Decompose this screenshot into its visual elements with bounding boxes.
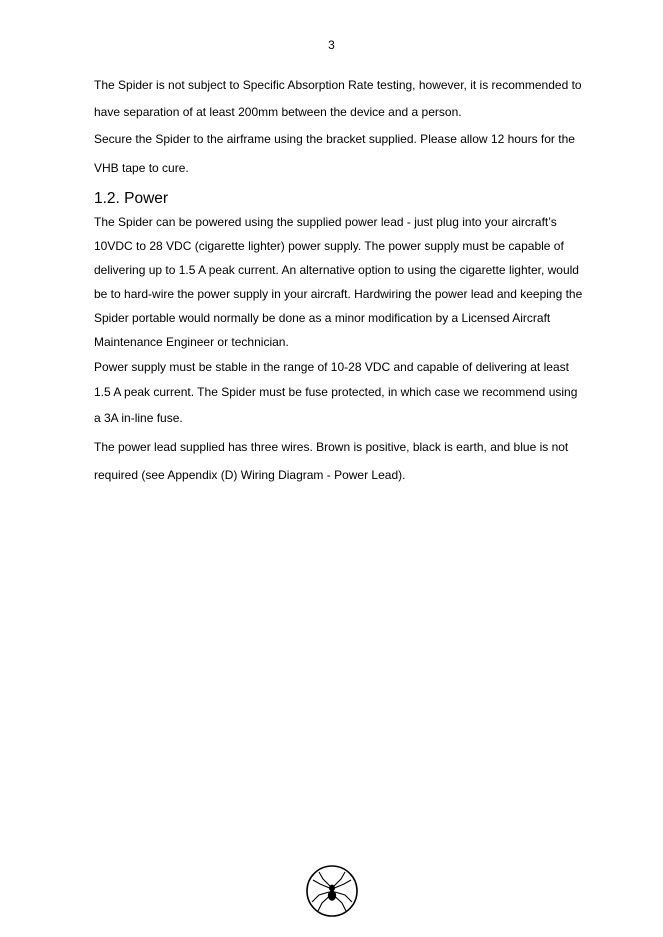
power-paragraph-1 (94, 210, 604, 354)
section-heading-power: 1.2. Power (94, 190, 169, 207)
intro-paragraph-2 (94, 126, 604, 181)
text-line: required (see Appendix (D) Wiring Diagram - Power Lead). (94, 468, 406, 482)
page-number: 3 (328, 38, 335, 52)
text-line: Secure the Spider to the airframe using the bracket supplied. Please allow 12 hours for the (94, 132, 575, 146)
text-line: 1.5 A peak current. The Spider must be fuse protected, in which case we recommend using (94, 385, 578, 399)
document-body (94, 72, 604, 489)
intro-paragraph-1 (94, 72, 604, 125)
text-line: The Spider can be powered using the supplied power lead - just plug into your aircraft’s (94, 215, 557, 229)
spider-logo-icon (305, 864, 359, 918)
text-line: Spider portable would normally be done as a minor modification by a Licensed Aircraft (94, 311, 551, 325)
text-line: be to hard-wire the power supply in your aircraft. Hardwiring the power lead and keeping the (94, 287, 583, 301)
power-paragraph-3 (94, 433, 604, 489)
text-line: delivering up to 1.5 A peak current. An alternative option to using the cigarette lighter, would (94, 263, 579, 277)
power-paragraph-2 (94, 355, 604, 432)
text-line: have separation of at least 200mm between the device and a person. (94, 104, 462, 119)
text-line: a 3A in-line fuse. (94, 411, 183, 425)
text-line: Maintenance Engineer or technician. (94, 335, 289, 349)
text-line: The Spider is not subject to Specific Absorption Rate testing, however, it is recommended to (94, 78, 582, 92)
text-line: VHB tape to cure. (94, 160, 189, 175)
text-line: Power supply must be stable in the range of 10-28 VDC and capable of delivering at least (94, 360, 569, 374)
text-line: The power lead supplied has three wires. Brown is positive, black is earth, and blue is not (94, 440, 569, 454)
text-line: 10VDC to 28 VDC (cigarette lighter) power supply. The power supply must be capable of (94, 239, 564, 253)
